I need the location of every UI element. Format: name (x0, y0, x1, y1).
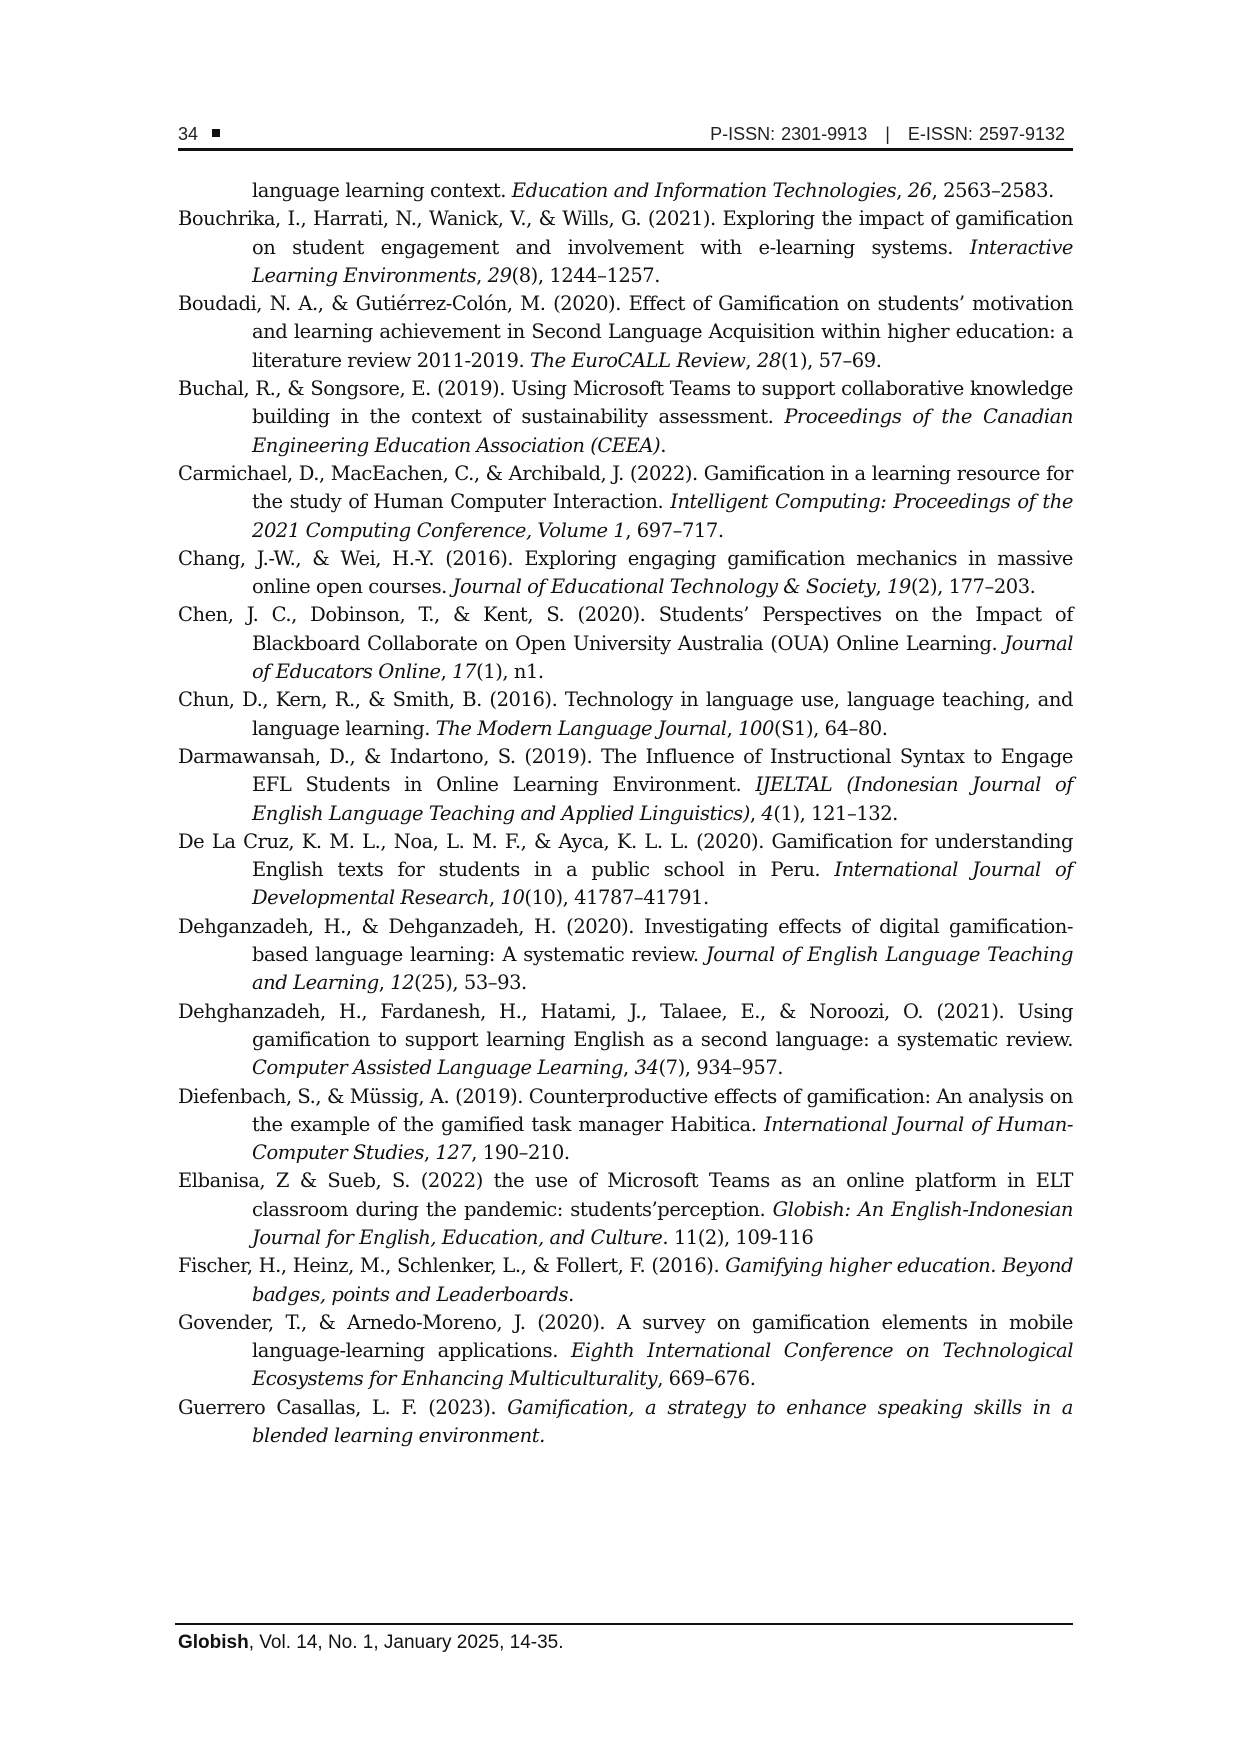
reference-italic-text: Computer Assisted Language Learning (252, 1056, 624, 1080)
reference-italic-text: 17 (452, 660, 477, 684)
reference-text: , (896, 179, 908, 202)
reference-text: , 669–676. (657, 1367, 756, 1391)
footer-rule (175, 1623, 1073, 1625)
reference-italic-text: 127 (435, 1141, 472, 1165)
reference-text: (7), 934–957. (658, 1056, 784, 1080)
reference-text: Boudadi, N. A., & Gutiérrez-Colón, M. (2020). Effect of Gamification on students’ motivation and learning achievement in Second Language Acquisition within higher education: a literature review 2011-2019. (178, 292, 1073, 372)
reference-text: . 11(2), 109-116 (662, 1225, 814, 1249)
reference-italic-text: 34 (634, 1056, 659, 1080)
reference-italic-text: 28 (756, 348, 781, 372)
reference-entry (178, 828, 1073, 913)
reference-entry (178, 1167, 1073, 1252)
reference-text: , 697–717. (625, 518, 724, 542)
reference-text: Buchal, R., & Songsore, E. (2019). Using Microsoft Teams to support collaborative knowledge building in the context of sustainability assessment. (178, 377, 1073, 429)
reference-text: Govender, T., & Arnedo-Moreno, J. (2020). A survey on gamification elements in mobile language-learning applications. (178, 1310, 1073, 1363)
reference-italic-text: 10 (500, 886, 525, 910)
reference-text: . (660, 433, 666, 457)
reference-text: . (568, 1282, 574, 1306)
reference-text: Chun, D., Kern, R., & Smith, B. (2016). Technology in language use, language teaching, and language learning. (178, 688, 1073, 740)
footer-citation: , Vol. 14, No. 1, January 2025, 14-35. (248, 1632, 564, 1653)
reference-text: , (423, 1141, 436, 1165)
reference-entry (178, 1309, 1073, 1394)
reference-text: (8), 1244–1257. (511, 263, 661, 287)
reference-text: De La Cruz, K. M. L., Noa, L. M. F., & Ayca, K. L. L. (2020). Gamification for understanding English texts for students in a public school in Peru. (178, 829, 1073, 882)
reference-italic-text: 29 (487, 263, 512, 287)
issn-line: P-ISSN: 2301-9913 | E-ISSN: 2597-9132 (710, 124, 1065, 144)
reference-entry (178, 913, 1073, 998)
reference-italic-text: Education and Information Technologies (511, 179, 897, 202)
reference-text: , (378, 971, 391, 995)
reference-text: (1), 57–69. (780, 348, 882, 372)
reference-text: Dehghanzadeh, H., Fardanesh, H., Hatami, J., Talaee, E., & Noroozi, O. (2021). Using gamification to support learning English as a second language: a systematic review. (178, 999, 1073, 1051)
reference-text: , (440, 660, 453, 684)
reference-entry (178, 1083, 1073, 1168)
reference-text: (25), 53–93. (414, 971, 527, 995)
reference-text: , 190–210. (471, 1141, 570, 1165)
reference-entry (178, 1252, 1073, 1309)
header-rule (178, 148, 1073, 151)
reference-text: Chang, J.-W., & Wei, H.-Y. (2016). Exploring engaging gamification mechanics in massive online open courses. (178, 546, 1073, 599)
reference-italic-text: Journal of Educators Online (252, 631, 1073, 684)
reference-italic-text: 26 (907, 179, 932, 202)
reference-text: , (488, 886, 501, 910)
reference-entry (178, 601, 1073, 686)
reference-italic-text: International Journal of Developmental Research (252, 858, 1074, 910)
reference-entry (178, 290, 1073, 375)
reference-text: (S1), 64–80. (773, 716, 888, 740)
reference-entry (178, 998, 1073, 1083)
footer-journal-name: Globish (178, 1632, 249, 1653)
reference-italic-text: IJELTAL (Indonesian Journal of English Language Teaching and Applied Linguistics) (252, 773, 1073, 825)
reference-italic-text: Journal of English Language Teaching and Learning (252, 943, 1074, 995)
reference-italic-text: Interactive Learning Environments (252, 235, 1073, 287)
reference-text: (2), 177–203. (910, 575, 1036, 599)
reference-text: Diefenbach, S., & Müssig, A. (2019). Counterproductive effects of gamification: An analysis on the example of the gamified task manager Habitica. (178, 1084, 1073, 1136)
page-number (178, 124, 220, 145)
reference-italic-text: Gamification, a strategy to enhance speaking skills in a blended learning environment. (252, 1395, 1073, 1448)
reference-list (178, 177, 1073, 1450)
reference-text: language learning context. (252, 179, 512, 202)
reference-text: Darmawansah, D., & Indartono, S. (2019). The Influence of Instructional Syntax to Engage EFL Students in Online Learning Environment. (178, 744, 1073, 797)
reference-italic-text: 100 (738, 716, 774, 740)
reference-text: (10), 41787–41791. (524, 886, 709, 910)
reference-text: Carmichael, D., MacEachen, C., & Archibald, J. (2022). Gamification in a learning resource for the study of Human Computer Interaction. (178, 461, 1073, 514)
reference-italic-text: Journal of Educational Technology & Society (452, 575, 876, 599)
reference-text: , (476, 263, 488, 287)
reference-italic-text: 19 (886, 575, 911, 599)
reference-text: Dehganzadeh, H., & Dehganzadeh, H. (2020). Investigating effects of digital gamification-based language learning: A systematic review. (178, 914, 1073, 967)
reference-text: , (875, 575, 887, 599)
reference-italic-text: The EuroCALL Review (529, 348, 746, 372)
reference-text: , (749, 801, 762, 825)
reference-italic-text: Proceedings of the Canadian Engineering Education Association (CEEA) (252, 405, 1073, 457)
reference-entry (178, 686, 1073, 743)
reference-text: , (745, 348, 757, 372)
reference-text: , (726, 716, 739, 740)
reference-italic-text: Gamifying higher education. Beyond badges, points and Leaderboards (252, 1254, 1074, 1306)
reference-text: Elbanisa, Z & Sueb, S. (2022) the use of Microsoft Teams as an online platform in ELT classroom during the pandemic: students’perception. (178, 1169, 1073, 1221)
reference-italic-text: International Journal of Human-Computer Studies (252, 1112, 1073, 1165)
reference-continuation (178, 177, 1073, 205)
reference-text: Bouchrika, I., Harrati, N., Wanick, V., & Wills, G. (2021). Exploring the impact of gamification on student engagement and involvement with e-learning systems. (178, 207, 1073, 259)
reference-text: (1), 121–132. (773, 801, 898, 825)
reference-entry (178, 375, 1073, 460)
reference-entry (178, 1394, 1073, 1451)
reference-text: Chen, J. C., Dobinson, T., & Kent, S. (2020). Students’ Perspectives on the Impact of Blackboard Collaborate on Open University Australia (OUA) Online Learning. (178, 603, 1073, 655)
reference-italic-text: Globish: An English-Indonesian Journal for English, Education, and Culture (252, 1197, 1073, 1249)
reference-text: Guerrero Casallas, L. F. (2023). (178, 1395, 508, 1419)
reference-italic-text: Eighth International Conference on Technological Ecosystems for Enhancing Multiculturality (252, 1339, 1073, 1391)
reference-entry (178, 460, 1073, 545)
reference-entry (178, 205, 1073, 290)
page-number-text: 34 (178, 124, 199, 144)
reference-italic-text: Intelligent Computing: Proceedings of the 2021 Computing Conference, Volume 1 (252, 490, 1073, 542)
reference-italic-text: 12 (390, 971, 415, 995)
page-footer (178, 1632, 564, 1654)
reference-text: , 2563–2583. (931, 179, 1054, 202)
reference-text: Fischer, H., Heinz, M., Schlenker, L., & Follert, F. (2016). (178, 1254, 726, 1278)
reference-italic-text: 4 (761, 801, 774, 825)
square-bullet-icon (212, 129, 220, 137)
reference-entry (178, 545, 1073, 602)
page-header (178, 118, 1073, 150)
reference-text: (1), n1. (476, 660, 544, 684)
reference-entry (178, 743, 1073, 828)
reference-text: , (623, 1056, 635, 1080)
reference-italic-text: The Modern Language Journal (435, 716, 727, 740)
